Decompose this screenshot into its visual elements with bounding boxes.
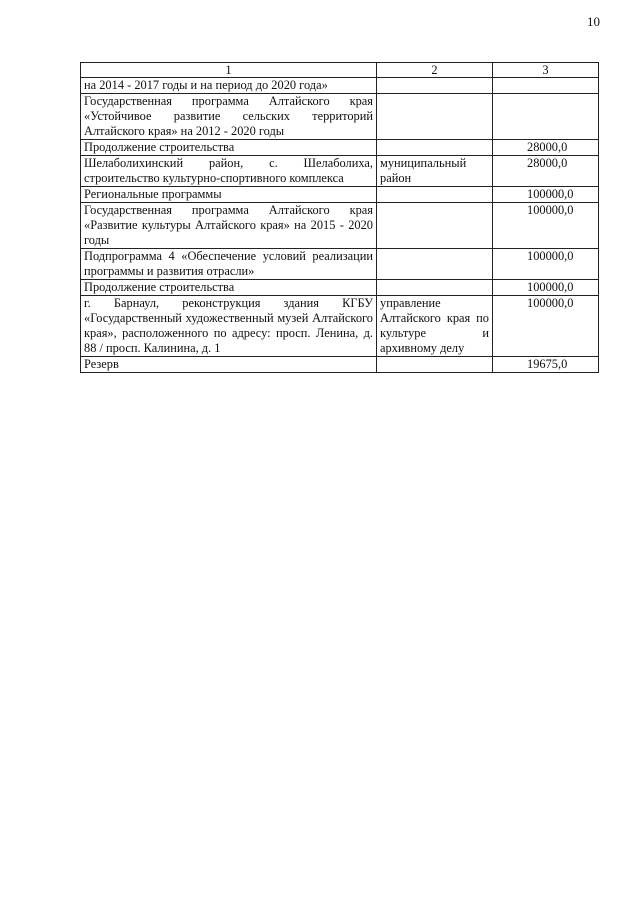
row-name: Продолжение строительства	[81, 280, 377, 296]
row-name: Продолжение строительства	[81, 140, 377, 156]
table-row	[81, 203, 599, 249]
row-amount: 100000,0	[493, 249, 599, 280]
row-amount: 100000,0	[493, 296, 599, 357]
row-recipient	[377, 357, 493, 373]
table-row	[81, 94, 599, 140]
row-amount: 100000,0	[493, 203, 599, 249]
row-recipient	[377, 78, 493, 94]
row-recipient	[377, 203, 493, 249]
row-name: Государственная программа Алтайского края «Развитие культуры Алтайского края» на 2015 - 2020 годы	[81, 203, 377, 249]
row-amount: 100000,0	[493, 280, 599, 296]
table-row	[81, 156, 599, 187]
table-row	[81, 280, 599, 296]
column-header-name: 1	[81, 63, 377, 78]
row-recipient: муниципальный район	[377, 156, 493, 187]
row-name: г. Барнаул, реконструкция здания КГБУ «Государственный художественный музей Алтайского края», расположенного по адресу: просп. Ленина, д. 88 / просп. Калинина, д. 1	[81, 296, 377, 357]
row-recipient	[377, 140, 493, 156]
table-row	[81, 249, 599, 280]
row-recipient	[377, 187, 493, 203]
table-row	[81, 357, 599, 373]
page-number: 10	[587, 14, 600, 29]
row-recipient	[377, 280, 493, 296]
row-recipient	[377, 94, 493, 140]
row-amount: 19675,0	[493, 357, 599, 373]
row-amount: 28000,0	[493, 156, 599, 187]
table-row	[81, 140, 599, 156]
column-header-amount: 3	[493, 63, 599, 78]
row-name: Шелаболихинский район, с. Шелаболиха, строительство культурно-спортивного комплекса	[81, 156, 377, 187]
table-row	[81, 296, 599, 357]
row-recipient	[377, 249, 493, 280]
budget-table	[80, 62, 599, 373]
table-header-row	[81, 63, 599, 78]
row-recipient: управление Алтайского края по культуре и архивному делу	[377, 296, 493, 357]
row-name: Региональные программы	[81, 187, 377, 203]
row-amount	[493, 94, 599, 140]
row-amount: 28000,0	[493, 140, 599, 156]
table-row	[81, 78, 599, 94]
row-name: Государственная программа Алтайского края «Устойчивое развитие сельских территорий Алтайского края» на 2012 - 2020 годы	[81, 94, 377, 140]
row-name: Резерв	[81, 357, 377, 373]
row-name: на 2014 - 2017 годы и на период до 2020 года»	[81, 78, 377, 94]
row-amount: 100000,0	[493, 187, 599, 203]
table-row	[81, 187, 599, 203]
row-amount	[493, 78, 599, 94]
column-header-recipient: 2	[377, 63, 493, 78]
row-name: Подпрограмма 4 «Обеспечение условий реализации программы и развития отрасли»	[81, 249, 377, 280]
